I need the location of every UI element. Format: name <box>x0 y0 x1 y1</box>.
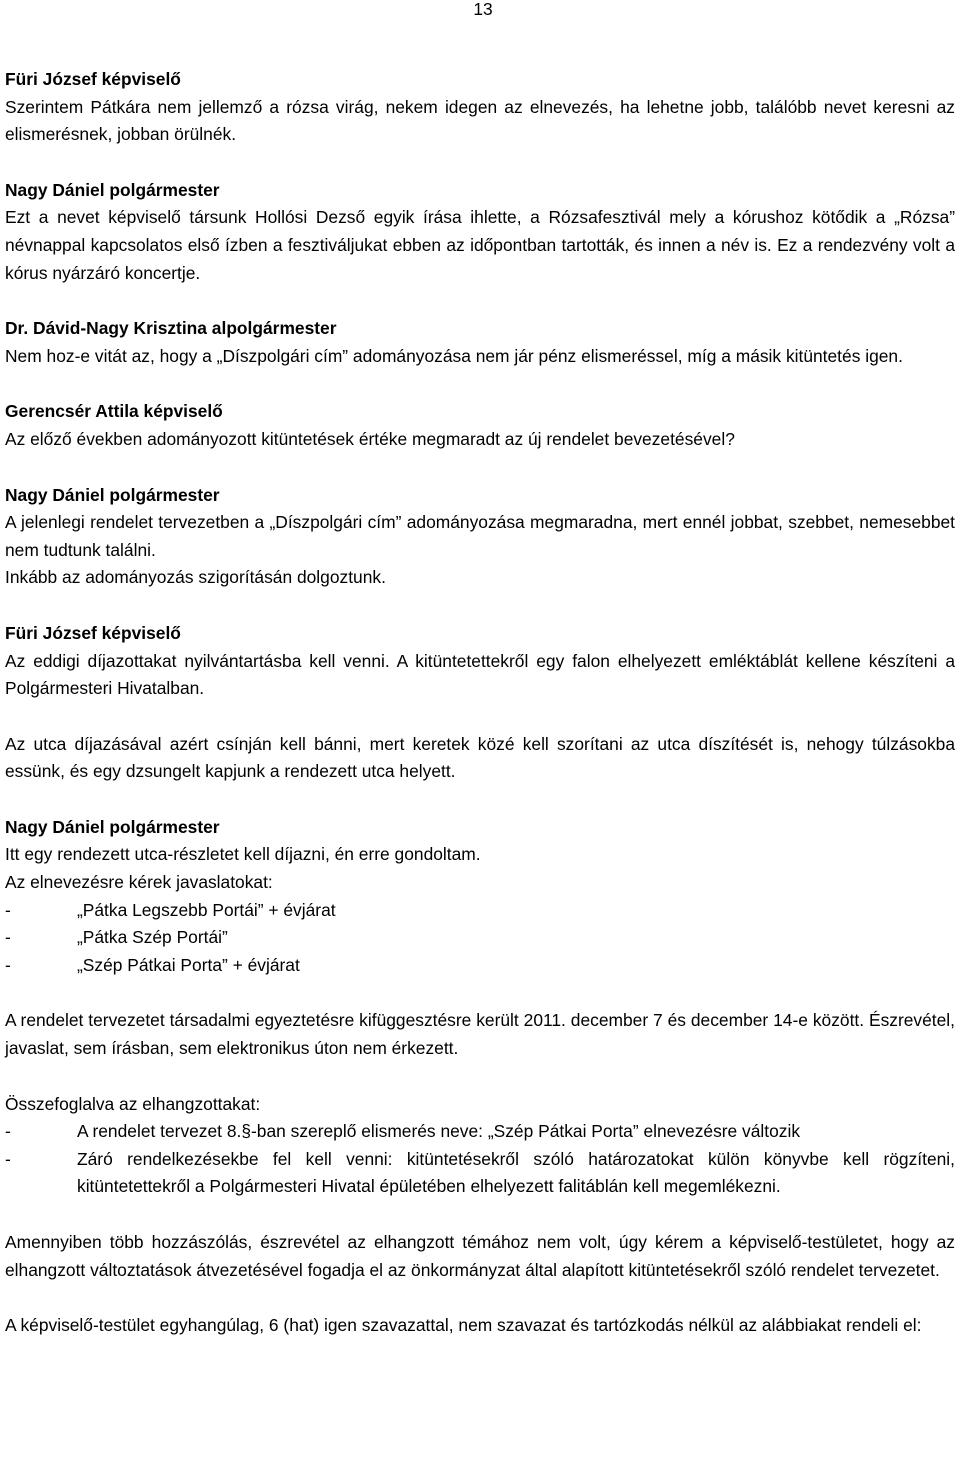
list-item <box>5 1146 955 1201</box>
speech-block <box>5 398 955 453</box>
paragraph <box>5 1312 955 1340</box>
vote-paragraph: A képviselő-testület egyhangúlag, 6 (hat) igen szavazattal, nem szavazat és tartózkodás nélkül az alábbiakat rendeli el: <box>5 1315 922 1336</box>
speaker-name: Dr. Dávid-Nagy Krisztina alpolgármester <box>5 318 337 339</box>
speaker-name: Füri József képviselő <box>5 69 181 89</box>
speech-block <box>5 482 955 592</box>
speech-text: Itt egy rendezett utca-részletet kell díjazni, én erre gondoltam. <box>5 844 481 865</box>
speech-text: Az elnevezésre kérek javaslatokat: <box>5 872 273 893</box>
paragraph <box>5 1229 955 1284</box>
speech-text: Nem hoz-e vitát az, hogy a „Díszpolgári cím” adományozása nem jár pénz elismeréssel, míg a másik kitüntetés igen. <box>5 345 903 366</box>
speaker-name: Füri József képviselő <box>5 622 181 643</box>
street-paragraph: Az utca díjazásával azért csínján kell bánni, mert keretek közé kell szorítani az utca díszítését is, nehogy túlzásokba essünk, és egy dzsungelt kapjunk a rendezett utca helyett. <box>5 733 955 782</box>
speech-text: Ezt a nevet képviselő társunk Hollósi Dezső egyik írása ihlette, a Rózsafesztivál mely a kórushoz kötődik a „Rózsa” névnappal kapcsolatos első ízben a fesztiváljukat ebben az időpontban tartották, és innen a név is. Ez a rendezvény volt a kórus nyárzáró koncertje. <box>5 207 955 283</box>
speech-text: Az eddigi díjazottakat nyilvántartásba kell venni. A kitüntetettekről egy falon elhelyezett emléktáblát kellene készíteni a Polgármesteri Hivatalban. <box>5 650 955 699</box>
speech-block <box>5 177 955 287</box>
document-body <box>5 66 955 1368</box>
speech-text: Szerintem Pátkára nem jellemző a rózsa virág, nekem idegen az elnevezés, ha lehetne jobb, találóbb nevet keresni az elismerésnek, jobban örülnék. <box>5 96 955 145</box>
speech-text: A jelenlegi rendelet tervezetben a „Díszpolgári cím” adományozása megmaradna, mert ennél jobbat, szebbet, nemesebbet nem tudtunk találni. <box>5 512 955 560</box>
speaker-name: Nagy Dániel polgármester <box>5 484 220 505</box>
speaker-name: Nagy Dániel polgármester <box>5 179 220 200</box>
page-number: 13 <box>473 0 493 19</box>
paragraph <box>5 1007 955 1062</box>
closing-paragraph: Amennyiben több hozzászólás, észrevétel az elhangzott témához nem volt, úgy kérem a képviselő-testületet, hogy az elhangzott változtatások átvezetésével fogadja el az önkormányzat által alapított kitüntetésekről szóló rendelet tervezetet. <box>5 1232 955 1280</box>
speaker-name: Gerencsér Attila képviselő <box>5 401 223 422</box>
summary-heading: Összefoglalva az elhangzottakat: <box>5 1093 261 1114</box>
list-dash: - <box>5 927 11 948</box>
list-dash: - <box>5 954 11 975</box>
list-dash: - <box>5 1121 11 1142</box>
list-item-text: A rendelet tervezet 8.§-ban szereplő elismerés neve: „Szép Pátkai Porta” elnevezésre változik <box>77 1121 801 1142</box>
speech-text: Inkább az adományozás szigorításán dolgoztunk. <box>5 567 386 588</box>
list-item <box>5 924 955 952</box>
speech-block <box>5 66 955 149</box>
list-item-text: „Pátka Legszebb Portái” + évjárat <box>77 899 336 920</box>
list-item-text: „Szép Pátkai Porta” + évjárat <box>77 954 300 975</box>
speech-block <box>5 814 955 980</box>
list-dash: - <box>5 899 11 920</box>
list-item <box>5 1118 955 1146</box>
proposal-list <box>5 897 955 980</box>
speech-block <box>5 620 955 703</box>
paragraph <box>5 731 955 786</box>
speech-block <box>5 315 955 370</box>
list-dash: - <box>5 1148 11 1169</box>
list-item <box>5 952 955 980</box>
list-item-text: Záró rendelkezésekbe fel kell venni: kitüntetésekről szóló határozatokat külön könyvbe kell rögzíteni, kitüntetettekről a Polgármesteri Hivatal épületében elhelyezett falitáblán kell megemlékezni. <box>77 1148 955 1197</box>
summary-list <box>5 1118 955 1201</box>
list-item <box>5 897 955 925</box>
list-item-text: „Pátka Szép Portái” <box>77 927 228 948</box>
speaker-name: Nagy Dániel polgármester <box>5 816 220 837</box>
speech-text: Az előző években adományozott kitüntetések értéke megmaradt az új rendelet bevezetésével? <box>5 428 735 449</box>
consultation-paragraph: A rendelet tervezetet társadalmi egyeztetésre kifüggesztésre került 2011. december 7 és december 14-e között. Észrevétel, javaslat, sem írásban, sem elektronikus úton nem érkezett. <box>5 1010 955 1059</box>
summary-block <box>5 1091 955 1201</box>
